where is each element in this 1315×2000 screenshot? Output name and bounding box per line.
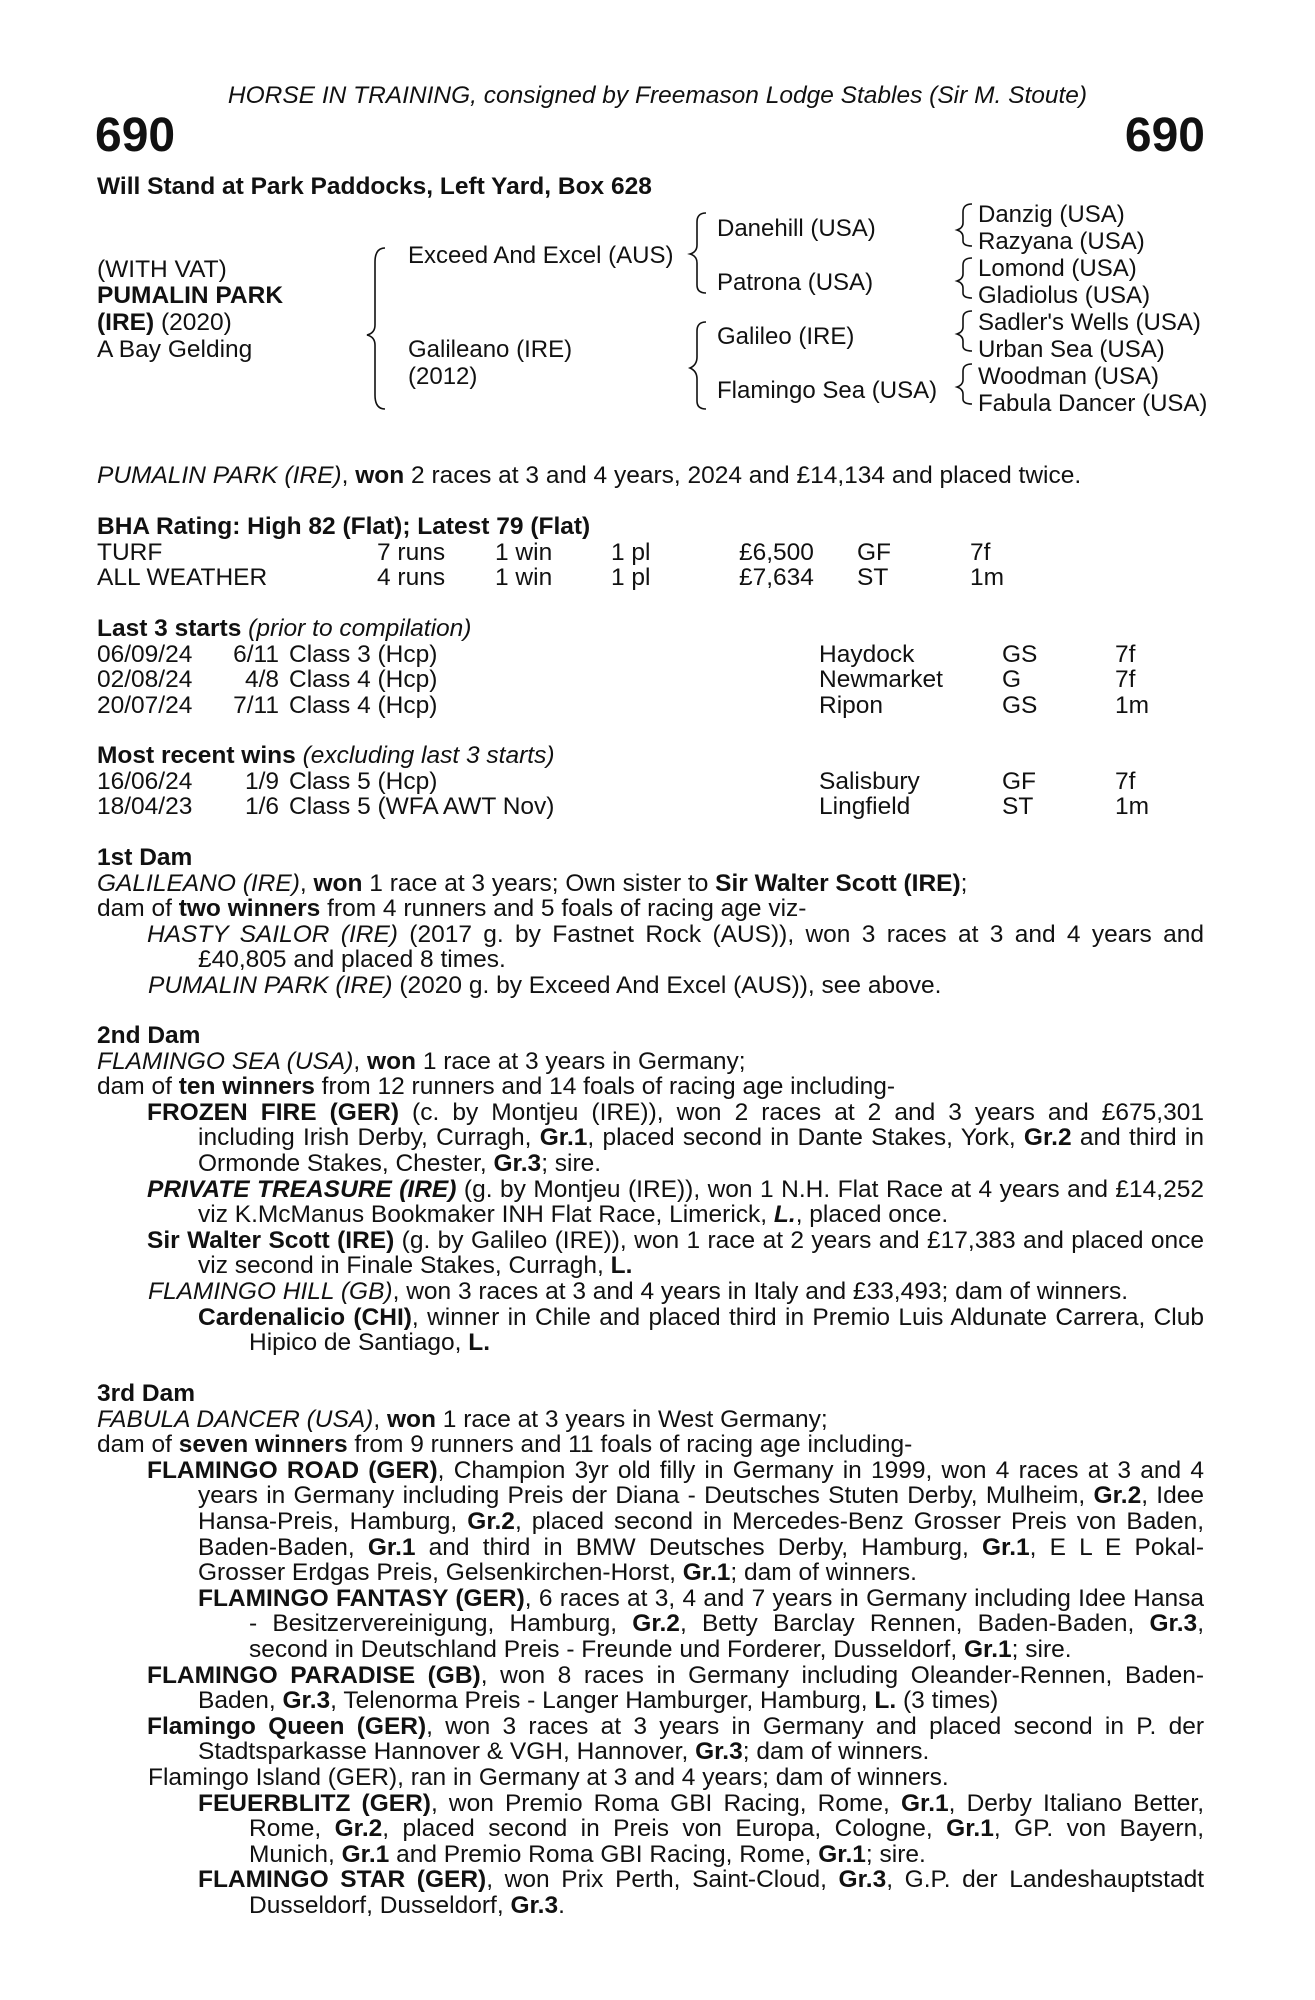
first-dam-title: 1st Dam (97, 844, 193, 871)
produce-text: and third in Ormonde Stakes, Chester, (198, 1124, 1204, 1177)
rating-wins: 1 win (495, 564, 553, 592)
text-fragment: dam of (97, 1073, 179, 1101)
produce-text: , G.P. der Landeshauptstadt Dusseldorf, Dusseldorf, (249, 1866, 1205, 1919)
text-fragment: 1 race at 3 years in Germany; (416, 1047, 746, 1075)
rating-runs: 7 runs (377, 538, 446, 566)
pedigree-sire-sire: Danehill (USA) (717, 215, 876, 242)
produce-entry (97, 1663, 1204, 1714)
produce-name: FLAMINGO PARADISE (GB) (147, 1661, 481, 1689)
listed-grade: L. (610, 1252, 633, 1280)
won-label: won (367, 1047, 417, 1075)
produce-entry (97, 1228, 1204, 1279)
rating-going: GF (857, 538, 892, 566)
produce-text: , winner in Chile and placed third in Premio Luis Aldunate Carrera, Club Hipico de Santiago, (249, 1303, 1204, 1357)
produce-entry (97, 922, 1204, 973)
text-fragment: from 12 runners and 14 foals of racing age including- (314, 1073, 896, 1101)
listed-grade: L. (874, 1687, 897, 1715)
rating-row-turf (97, 540, 1204, 566)
listed-grade: L. (468, 1329, 491, 1357)
produce-text: ; dam of winners. (742, 1738, 930, 1766)
pedigree-brace-ds (957, 311, 972, 351)
produce-text: ; sire. (865, 1840, 926, 1868)
pedigree-brace-main (367, 248, 385, 409)
rating-distance: 7f (970, 538, 991, 566)
text-fragment: from 4 runners and 5 foals of racing age viz- (320, 895, 807, 923)
start-class: Class 4 (Hcp) (289, 666, 438, 694)
produce-text: (g. by Galileo (IRE)), won 1 race at 2 years and £17,383 and placed once viz second in Finale Stakes, Curragh, (198, 1226, 1204, 1280)
start-date: 02/08/24 (97, 666, 193, 694)
pedigree-dam: Galileano (IRE) (408, 336, 573, 363)
group-grade: Gr.1 (341, 1840, 390, 1868)
listed-grade: L. (773, 1201, 796, 1229)
pedigree-brace-ss (957, 204, 972, 246)
produce-text: and third in BMW Deutsches Derby, Hamburg, (415, 1533, 982, 1561)
group-grade: Gr.3 (1149, 1610, 1198, 1638)
stable-location: Will Stand at Park Paddocks, Left Yard, Box 628 (97, 173, 652, 200)
produce-name: FLAMINGO ROAD (GER) (147, 1456, 438, 1484)
produce-name: HASTY SAILOR (IRE) (147, 920, 398, 948)
group-grade: Gr.1 (367, 1533, 416, 1561)
group-grade: Gr.1 (539, 1124, 588, 1152)
group-grade: Gr.1 (946, 1815, 994, 1843)
win-date: 18/04/23 (97, 793, 193, 821)
produce-text: , GP. von Bayern, Munich, (249, 1815, 1204, 1868)
produce-name: Cardenalicio (CHI) (198, 1303, 412, 1331)
consignment-line: HORSE IN TRAINING, consigned by Freemason Lodge Stables (Sir M. Stoute) (227, 82, 1088, 109)
second-dam-section (97, 1023, 1204, 1356)
win-class: Class 5 (Hcp) (289, 767, 438, 795)
rating-placed: 1 pl (611, 538, 651, 566)
third-dam-title: 3rd Dam (97, 1380, 196, 1407)
produce-name: FLAMINGO HILL (GB) (148, 1277, 393, 1305)
text-sep: , (373, 1405, 387, 1433)
summary-won: won (355, 462, 405, 489)
first-dam-line (97, 871, 1204, 897)
first-dam-name: GALILEANO (IRE) (97, 869, 300, 897)
pedigree-brace-sire (690, 213, 706, 293)
horse-name: PUMALIN PARK (97, 282, 284, 309)
start-going: GS (1002, 691, 1038, 719)
pedigree-sd-sire: Lomond (USA) (978, 255, 1137, 282)
produce-entry (97, 1458, 1204, 1586)
produce-name: Flamingo Queen (GER) (147, 1712, 427, 1740)
start-row (97, 667, 1204, 693)
recent-wins-heading (97, 743, 1204, 769)
rating-distance: 1m (970, 564, 1005, 592)
produce-text: , E L E Pokal-Grosser Erdgas Preis, Gelsenkirchen-Horst, (198, 1533, 1204, 1587)
produce-text: , placed second in Preis von Europa, Cologne, (382, 1815, 947, 1843)
winners-count: ten winners (178, 1073, 315, 1101)
produce-text: , second in Deutschland Preis - Freunde und Forderer, Dusseldorf, (249, 1610, 1204, 1663)
produce-text: , won Prix Perth, Saint-Cloud, (486, 1866, 839, 1894)
produce-text: ; sire. (541, 1149, 602, 1177)
first-dam-section (97, 845, 1204, 999)
produce-name: FLAMINGO FANTASY (GER) (198, 1584, 525, 1612)
produce-text: , placed second in Mercedes-Benz Grosser Preis von Baden, Baden-Baden, (198, 1507, 1205, 1561)
start-course: Newmarket (819, 666, 943, 694)
win-going: GF (1002, 767, 1037, 795)
lot-number-left: 690 (95, 109, 176, 162)
horse-year: (2020) (154, 309, 232, 336)
group-grade: Gr.1 (818, 1840, 866, 1868)
won-label: won (313, 869, 363, 897)
pedigree-sire-dam: Patrona (USA) (717, 269, 874, 296)
rating-prize: £6,500 (739, 538, 814, 566)
start-distance: 1m (1115, 691, 1150, 719)
win-position: 1/9 (244, 767, 279, 795)
last-starts-section (97, 616, 1204, 718)
start-going: GS (1002, 640, 1038, 668)
pedigree-dam-dam: Flamingo Sea (USA) (717, 377, 938, 404)
produce-text: (2017 g. by Fastnet Rock (AUS)), won 3 races at 3 and 4 years and £40,805 and placed 8 times. (198, 920, 1204, 974)
group-grade: Gr.2 (467, 1507, 515, 1535)
won-label: won (386, 1405, 436, 1433)
group-grade: Gr.2 (1023, 1124, 1072, 1152)
last-starts-note: (prior to compilation) (241, 615, 472, 642)
produce-name: PRIVATE TREASURE (IRE) (147, 1175, 457, 1203)
win-going: ST (1002, 793, 1034, 821)
produce-text: , Idee Hansa-Preis, Hamburg, (198, 1482, 1204, 1535)
horse-country: (IRE) (97, 309, 155, 336)
produce-text: , 6 races at 3, 4 and 7 years in Germany including Idee Hansa - Besitzervereinigung, Hamburg, (249, 1584, 1204, 1638)
text-fragment: from 9 runners and 11 foals of racing age including- (347, 1431, 913, 1459)
start-class: Class 4 (Hcp) (289, 691, 438, 719)
third-dam-section (97, 1381, 1204, 1918)
produce-name: FROZEN FIRE (GER) (147, 1098, 400, 1126)
start-row (97, 642, 1204, 668)
win-distance: 7f (1115, 767, 1136, 795)
horse-description: A Bay Gelding (97, 336, 253, 363)
text-fragment: ; (960, 869, 968, 897)
pedigree-dd-sire: Woodman (USA) (978, 363, 1159, 390)
rating-row-aw (97, 565, 1204, 591)
text-fragment: 1 race at 3 years; Own sister to (362, 869, 716, 897)
pedigree-brace-sd (957, 258, 972, 298)
produce-text: , won 3 races at 3 and 4 years in Italy and £33,493; dam of winners. (392, 1277, 1129, 1305)
produce-entry (97, 1586, 1204, 1663)
start-date: 06/09/24 (97, 640, 193, 668)
group-grade: Gr.1 (981, 1533, 1030, 1561)
produce-text: ; sire. (1011, 1635, 1072, 1663)
pedigree-ss-sire: Danzig (USA) (978, 201, 1125, 228)
group-grade: Gr.2 (334, 1815, 383, 1843)
group-grade: Gr.2 (1093, 1482, 1142, 1510)
group-grade: Gr.3 (282, 1687, 331, 1715)
second-dam-produce-line (97, 1074, 1204, 1100)
start-course: Ripon (819, 691, 884, 719)
sister-name: Sir Walter Scott (IRE) (715, 869, 961, 897)
produce-text: (3 times) (896, 1687, 999, 1715)
recent-wins-title: Most recent wins (97, 742, 296, 769)
pedigree-sire: Exceed And Excel (AUS) (408, 242, 674, 269)
produce-entry (97, 1279, 1204, 1305)
start-position: 7/11 (233, 691, 279, 719)
produce-text: , won Premio Roma GBI Racing, Rome, (430, 1789, 901, 1817)
produce-entry (97, 1791, 1204, 1868)
win-date: 16/06/24 (97, 767, 193, 795)
rating-prize: £7,634 (739, 564, 814, 592)
produce-text: , won 8 races in Germany including Oleander-Rennen, Baden-Baden, (198, 1661, 1204, 1715)
group-grade: Gr.1 (900, 1789, 949, 1817)
produce-text: , Champion 3yr old filly in Germany in 1999, won 4 races at 3 and 4 years in Germany including Preis der Diana - Deutsches Stuten Derby, Mulheim, (198, 1456, 1204, 1510)
rating-runs: 4 runs (377, 564, 446, 592)
produce-entry (97, 1100, 1204, 1177)
win-course: Lingfield (819, 793, 911, 821)
produce-text: (c. by Montjeu (IRE)), won 2 races at 2 and 3 years and £675,301 including Irish Derby, Curragh, (198, 1098, 1204, 1152)
win-position: 1/6 (244, 793, 279, 821)
group-grade: Gr.3 (838, 1866, 887, 1894)
win-class: Class 5 (WFA AWT Nov) (289, 793, 555, 821)
pedigree-ss-dam: Razyana (USA) (978, 228, 1145, 255)
produce-text: , placed once. (795, 1201, 949, 1229)
pedigree-dd-dam: Fabula Dancer (USA) (978, 390, 1208, 417)
produce-entry (97, 1714, 1204, 1765)
start-course: Haydock (819, 640, 915, 668)
recent-wins-section (97, 743, 1204, 820)
produce-entry (97, 1177, 1204, 1228)
produce-text: . (558, 1891, 565, 1919)
produce-name: FEUERBLITZ (GER) (198, 1789, 431, 1817)
start-position: 6/11 (233, 640, 279, 668)
group-grade: Gr.2 (632, 1610, 680, 1638)
race-summary (97, 463, 1081, 489)
produce-text: , Betty Barclay Rennen, Baden-Baden, (679, 1610, 1150, 1638)
last-starts-title: Last 3 starts (97, 615, 242, 642)
text-fragment: dam of (97, 895, 179, 923)
winners-count: two winners (178, 895, 321, 923)
produce-entry (97, 973, 1204, 999)
text-sep: , (299, 869, 314, 897)
win-row (97, 769, 1204, 795)
lot-number-right: 690 (1124, 109, 1205, 162)
produce-name: FLAMINGO STAR (GER) (198, 1866, 487, 1894)
start-position: 4/8 (244, 666, 279, 694)
pedigree-brace-dam (690, 322, 706, 409)
start-distance: 7f (1115, 666, 1136, 694)
produce-name: PUMALIN PARK (IRE) (148, 971, 393, 999)
rating-surface: TURF (97, 538, 163, 566)
start-going: G (1002, 666, 1022, 694)
start-row (97, 693, 1204, 719)
rating-surface: ALL WEATHER (97, 564, 268, 592)
text-sep: , (353, 1047, 368, 1075)
produce-text: , won 3 races at 3 years in Germany and placed second in P. der Stadtsparkasse Hannover & VGH, Hannover, (198, 1712, 1204, 1766)
third-dam-line (97, 1407, 1204, 1433)
text-fragment: 1 race at 3 years in West Germany; (435, 1405, 828, 1433)
produce-entry (97, 1305, 1204, 1356)
win-course: Salisbury (819, 767, 920, 795)
recent-wins-note: (excluding last 3 starts) (295, 742, 555, 769)
pedigree-sd-dam: Gladiolus (USA) (978, 282, 1151, 309)
start-class: Class 3 (Hcp) (289, 640, 438, 668)
rating-going: ST (857, 564, 889, 592)
produce-name: Sir Walter Scott (IRE) (147, 1226, 395, 1254)
second-dam-name: FLAMINGO SEA (USA) (97, 1047, 354, 1075)
produce-text: , Telenorma Preis - Langer Hamburger, Hamburg, (330, 1687, 875, 1715)
rating-title: BHA Rating: High 82 (Flat); Latest 79 (Flat) (97, 513, 591, 540)
second-dam-line (97, 1049, 1204, 1075)
summary-sep: , (341, 462, 356, 489)
group-grade: Gr.3 (510, 1891, 559, 1919)
group-grade: Gr.1 (682, 1559, 731, 1587)
third-dam-name: FABULA DANCER (USA) (97, 1405, 374, 1433)
third-dam-produce-line (97, 1432, 1204, 1458)
second-dam-title: 2nd Dam (97, 1022, 201, 1049)
produce-text: ; dam of winners. (730, 1559, 917, 1587)
produce-text: , placed second in Dante Stakes, York, (587, 1124, 1024, 1152)
produce-entry: Flamingo Island (GER), ran in Germany at 3 and 4 years; dam of winners. (148, 1763, 949, 1791)
group-grade: Gr.3 (493, 1149, 542, 1177)
produce-text: (g. by Montjeu (IRE)), won 1 N.H. Flat Race at 4 years and £14,252 viz K.McManus Bookmaker INH Flat Race, Limerick, (198, 1175, 1204, 1229)
first-dam-produce-line (97, 896, 1204, 922)
pedigree-ds-dam: Urban Sea (USA) (978, 336, 1165, 363)
group-grade: Gr.1 (963, 1635, 1012, 1663)
produce-text: (2020 g. by Exceed And Excel (AUS)), see above. (392, 971, 942, 999)
produce-text: , Derby Italiano Better, Rome, (249, 1789, 1205, 1843)
vat-note: (WITH VAT) (97, 256, 227, 283)
produce-text: and Premio Roma GBI Racing, Rome, (389, 1840, 819, 1868)
text-fragment: dam of (97, 1431, 179, 1459)
pedigree-brace-dd (957, 364, 972, 404)
win-row (97, 794, 1204, 820)
summary-text: 2 races at 3 and 4 years, 2024 and £14,134 and placed twice. (404, 462, 1082, 489)
pedigree-ds-sire: Sadler's Wells (USA) (978, 309, 1201, 336)
start-date: 20/07/24 (97, 691, 193, 719)
winners-count: seven winners (178, 1431, 348, 1459)
rating-wins: 1 win (495, 538, 553, 566)
rating-placed: 1 pl (611, 564, 651, 592)
last-starts-heading (97, 616, 1204, 642)
group-grade: Gr.3 (695, 1738, 743, 1766)
pedigree-dam-year: (2012) (408, 363, 478, 390)
rating-section (97, 514, 1204, 591)
produce-entry (97, 1867, 1204, 1918)
start-distance: 7f (1115, 640, 1136, 668)
win-distance: 1m (1115, 793, 1150, 821)
pedigree-dam-sire: Galileo (IRE) (717, 323, 855, 350)
summary-horse-name: PUMALIN PARK (IRE) (97, 462, 342, 489)
